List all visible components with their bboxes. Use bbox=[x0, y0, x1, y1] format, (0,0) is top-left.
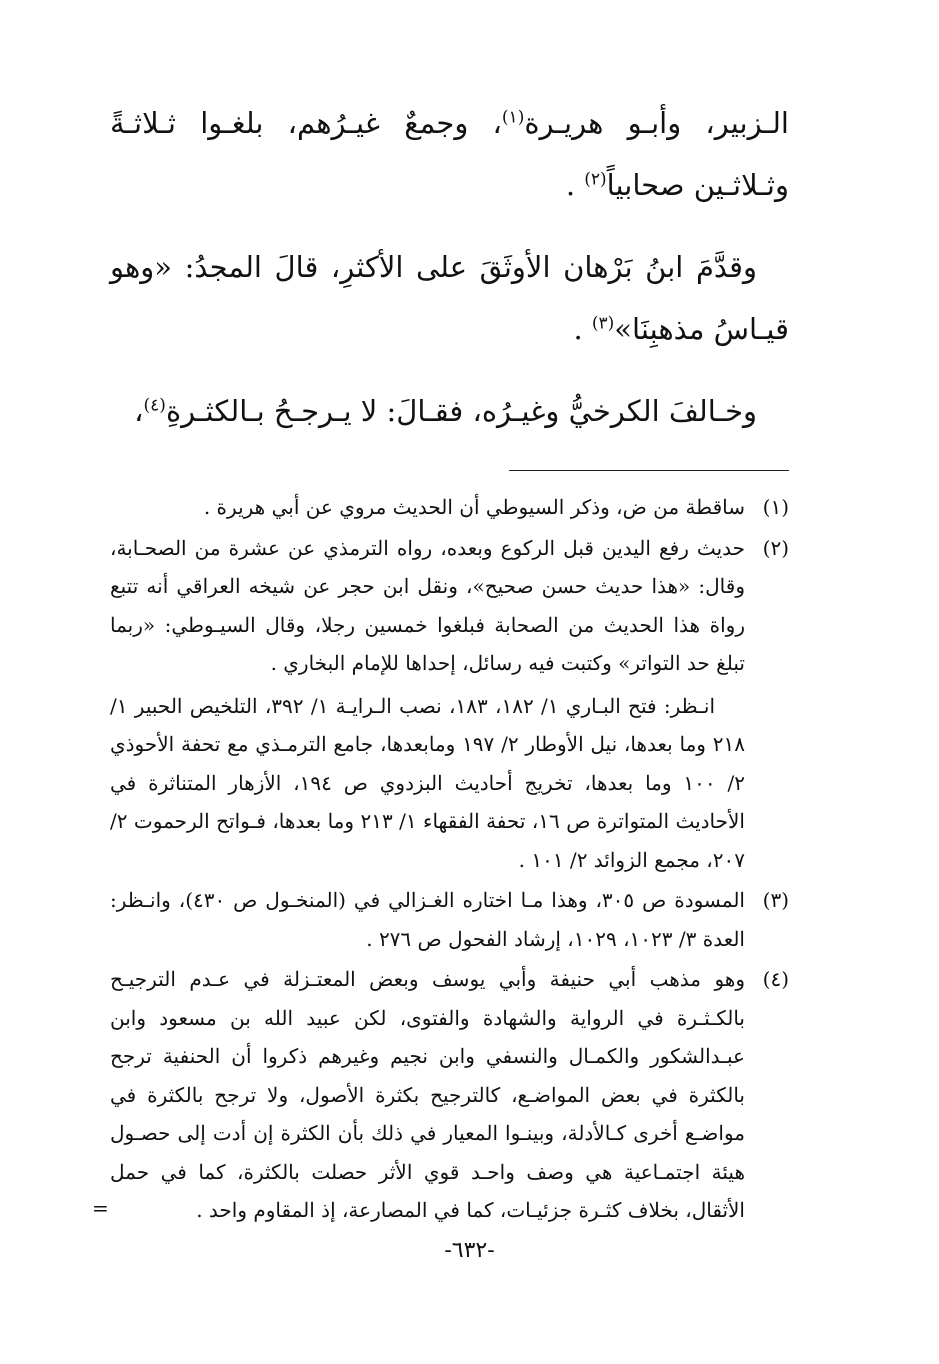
footnote-2 bbox=[110, 529, 789, 880]
footnote-body bbox=[110, 881, 745, 958]
body-paragraph-1 bbox=[110, 92, 789, 216]
page-number: -٦٣٢- bbox=[444, 1238, 495, 1263]
footnote-ref-3: (٣) bbox=[591, 313, 615, 334]
body-text bbox=[110, 92, 789, 442]
paragraph-text: وقدَّمَ ابنُ بَرْهان الأوثَقَ على الأكثرِ، قالَ المجدُ: «وهو قيـاسُ مذهبِنَا» bbox=[110, 250, 789, 346]
paragraph-end: . bbox=[573, 312, 592, 346]
footnote-text: حديث رفع اليدين قبل الركوع وبعده، رواه الترمذي عن عشرة من الصحـابة، وقال: «هذا حديث حسن صحيح»، ونقل ابن حجر عن شيخه العراقي أنه تتبع رواة هذا الحديث من الصحابة فبلغوا خمسين رجلا، وقال السيـوطي: «ربما تبلغ حد التواتر» وكتبت فيه رسائل، إحداها للإمام البخاري . bbox=[110, 535, 745, 675]
footnote-body bbox=[110, 488, 745, 527]
body-paragraph-2 bbox=[110, 236, 789, 360]
footnote-number: (٣) bbox=[762, 888, 789, 912]
footnote-number: (٤) bbox=[762, 967, 789, 991]
footnotes bbox=[110, 488, 789, 1232]
footnote-ref-2: (٢) bbox=[584, 169, 607, 190]
paragraph-text: ، وجمعٌ غيـرُهم، بلغـوا ثـلاثـةً وثـلاثـين صحابياً bbox=[110, 106, 789, 202]
footnote-separator bbox=[509, 470, 789, 471]
footnote-number: (٢) bbox=[762, 535, 789, 560]
footnote-text: المسودة ص ٣٠٥، وهذا مـا اختاره الغـزالي في (المنخـول ص ٤٣٠)، وانـظر: العدة ٣/ ١٠٢٣، ١٠٢٩، إرشاد الفحول ص ٢٧٦ . bbox=[110, 888, 745, 951]
footnote-body bbox=[110, 960, 745, 1230]
footnote-body bbox=[110, 529, 745, 880]
paragraph-end: ، bbox=[134, 394, 144, 428]
footnote-number: (١) bbox=[762, 495, 789, 519]
footnote-references: انـظر: فتح البـاري ١/ ١٨٢، ١٨٣، نصب الـرايـة ١/ ٣٩٢، التلخيص الحبير ١/ ٢١٨ وما بعدها، نيل الأوطار ٢/ ١٩٧ ومابعدها، جامع الترمـذي مع تحفة الأحوذي ٢/ ١٠٠ وما بعدها، تخريج أحاديث البزدوي ص ١٩٤، الأزهار المتناثرة في الأحاديث المتواترة ص ١٦، تحفة الفقهاء ١/ ٢١٣ وما بعدها، فـواتح الرحموت ٢/ ٢٠٧، مجمع الزوائد ٢/ ١٠١ . bbox=[110, 693, 745, 872]
paragraph-text: الـزبير، وأبـو هريـرة bbox=[524, 106, 789, 140]
footnote-ref-1: (١) bbox=[501, 107, 525, 128]
footnote-ref-4: (٤) bbox=[143, 395, 166, 416]
footnote-4 bbox=[110, 960, 789, 1230]
body-paragraph-3 bbox=[110, 380, 789, 442]
footnote-text: ساقطة من ض، وذكر السيوطي أن الحديث مروي عن أبي هريرة . bbox=[203, 495, 745, 519]
footnote-text: وهو مذهب أبي حنيفة وأبي يوسف وبعض المعتـزلة في عـدم الترجيـح بالكـثـرة في الرواية والشهادة والفتوى، لكن عبيد الله بن مسعود وابن عبـدالشكور والكمـال والنسفي وابن نجيم وغيرهم ذكروا أن الحنفية ترجح بالكثرة في بعض المواضـع، كالترجيح بكثرة الأصول، ولا ترجح بالكثرة في مواضـع أخرى كـالأدلة، وبينـوا المعيار في ذلك بأن الكثرة إن أدت إلى حصـول هيئة اجتمـاعية هي وصف واحـد قوي الأثر حصلت بالكثرة، كما في حمل الأثقال، بخلاف كثـرة جزئيـات، كما في المصارعة، إذ المقاوم واحد . bbox=[110, 967, 745, 1222]
footnote-1 bbox=[110, 488, 789, 527]
paragraph-end: . bbox=[565, 168, 585, 202]
continuation-mark: = bbox=[92, 1196, 109, 1220]
paragraph-text: وخـالفَ الكرخيُّ وغيـرُه، فقـالَ: لا يـرجـحُ بـالكثـرةِ bbox=[165, 394, 757, 428]
main-text bbox=[110, 92, 789, 462]
footnote-3 bbox=[110, 881, 789, 958]
